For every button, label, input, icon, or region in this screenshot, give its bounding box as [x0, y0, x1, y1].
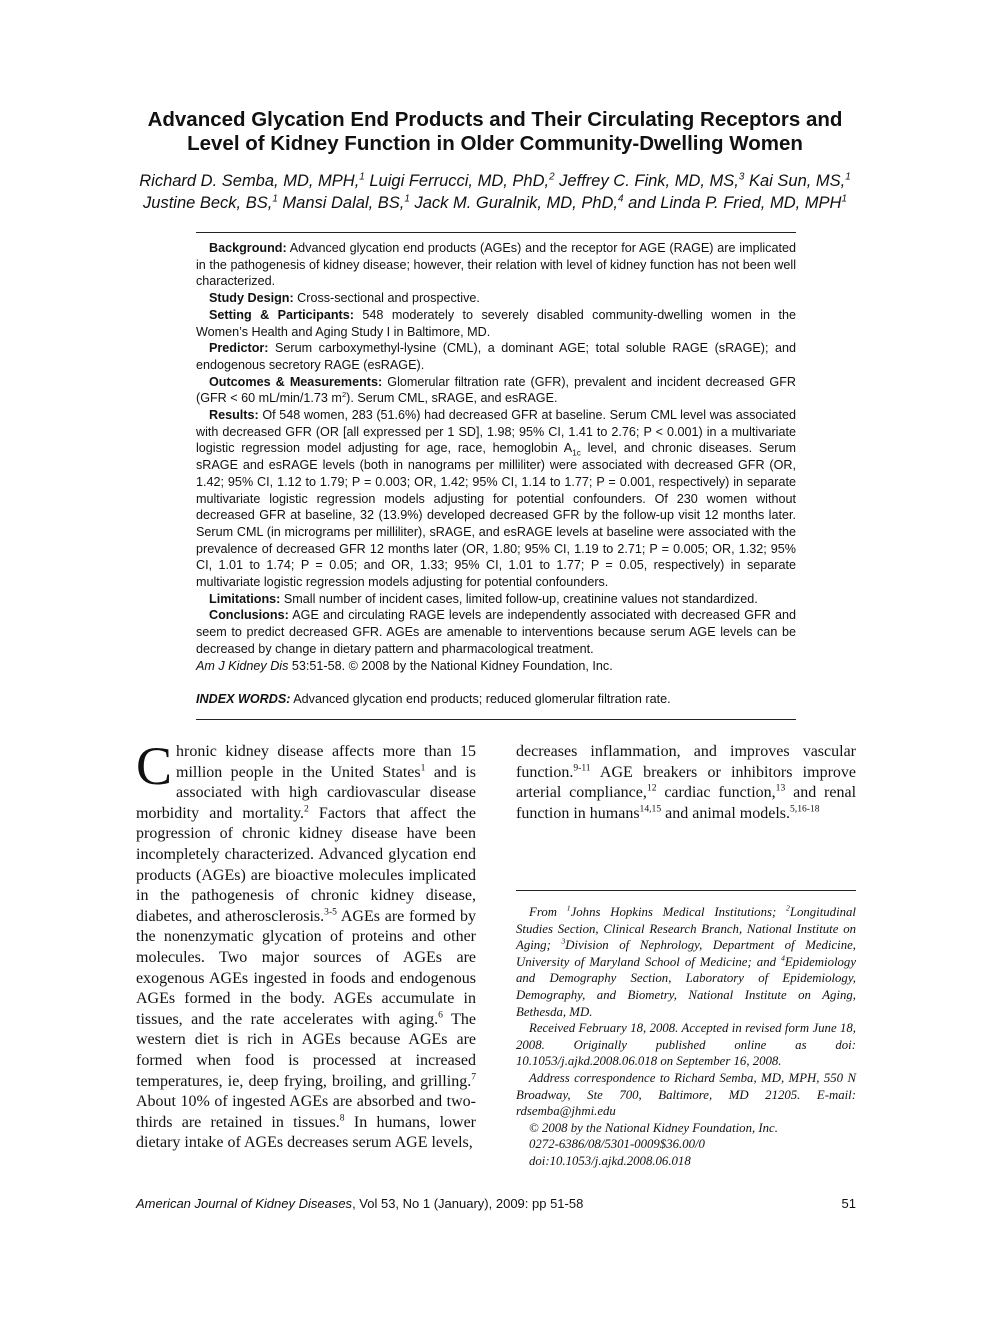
footnote-text: Division of Nephrology, Department of Medicine, University of Maryland School of Medicine; and: [516, 938, 856, 969]
body-text: cardiac function,: [656, 784, 776, 802]
reference-link[interactable]: 9-11: [573, 762, 591, 774]
affiliation-ref: 1: [845, 171, 851, 183]
footnote-issn: 0272-6386/08/5301-0009$36.00/0: [529, 1137, 705, 1152]
affiliation-ref: 3: [738, 171, 745, 183]
index-words-text: Advanced glycation end products; reduced glomerular filtration rate.: [290, 692, 671, 707]
page-number: 51: [841, 1196, 856, 1211]
body-text: About 10% of ingested AGEs are absorbed and two-thirds are retained in tissues.: [136, 1093, 476, 1131]
body-column-right: [516, 742, 856, 824]
footnote-affiliations: [516, 904, 856, 1020]
footnote-rule: [516, 890, 856, 891]
index-words: [196, 691, 796, 708]
section-label: Predictor:: [209, 341, 269, 356]
affiliation-ref: 4: [781, 953, 785, 963]
body-column-left: [136, 736, 477, 1154]
abstract-outcomes: [196, 374, 796, 407]
title-line-2: Level of Kidney Function in Older Community-Dwelling Women: [187, 132, 803, 155]
affiliation-ref: 4: [618, 193, 624, 205]
index-words-label: INDEX WORDS:: [196, 692, 291, 707]
reference-link[interactable]: 3-5: [324, 906, 337, 918]
author-name: and Linda P. Fried, MD, MPH: [623, 194, 842, 212]
superscript: 2: [341, 390, 347, 400]
footnote-doi[interactable]: doi:10.1053/j.ajkd.2008.06.018: [529, 1153, 691, 1168]
footnote-text: Epidemiology and Demography Section, Laboratory of Epidemiology, Demography, and Biometry, National Institute on Aging, Bethesda, MD.: [516, 954, 856, 1019]
footnote-text: Johns Hopkins Medical Institutions;: [570, 905, 787, 919]
reference-link[interactable]: 2: [304, 803, 309, 815]
affiliation-ref: 2: [549, 171, 555, 183]
body-text: In humans, lower dietary intake of AGEs decreases serum AGE levels,: [136, 1113, 477, 1152]
affiliation-ref: 2: [786, 903, 790, 913]
abstract-study-design: [196, 290, 796, 307]
footnote-copyright: © 2008 by the National Kidney Foundation, Inc.: [529, 1120, 778, 1135]
section-label: Study Design:: [209, 291, 294, 306]
author-name: Mansi Dalal, BS,: [277, 194, 405, 212]
affiliation-ref: 3: [561, 936, 566, 946]
affiliation-ref: 1: [566, 903, 571, 913]
footnote-address[interactable]: Address correspondence to Richard Semba, MD, MPH, 550 N Broadway, Ste 700, Baltimore, MD 21205. E-mail: rdsemba@jhmi.edu: [516, 1070, 856, 1119]
reference-link[interactable]: 6: [438, 1009, 443, 1021]
section-text: Cross-sectional and prospective.: [293, 291, 480, 306]
reference-link[interactable]: 14,15: [639, 803, 662, 815]
body-text: and is associated with high cardiovascular disease morbidity and mortality.: [136, 763, 476, 822]
section-label: Conclusions:: [209, 608, 289, 623]
body-text: and renal function in humans: [516, 784, 857, 822]
section-text: 548 moderately to severely disabled community-dwelling women in the Women’s Health and Aging Study I in Baltimore, MD.: [196, 307, 796, 339]
reference-link[interactable]: 1: [420, 762, 426, 774]
body-text: decreases inflammation, and improves vascular function.: [516, 743, 856, 781]
section-text: Glomerular filtration rate (GFR), prevalent and incident decreased GFR (GFR < 60 mL/min/1.73 m: [196, 374, 796, 406]
abstract-top-rule: [196, 232, 796, 233]
author-name: Richard D. Semba, MD, MPH,: [139, 172, 360, 190]
affiliation-ref: 1: [404, 193, 410, 205]
abstract-results: [196, 407, 796, 591]
author-list: [110, 170, 880, 214]
body-text: The western diet is rich in AGEs because AGEs are formed when food is processed at increased temperatures, ie, deep frying, broiling, and grilling.: [136, 1010, 476, 1090]
affiliation-footnote: [516, 904, 856, 1170]
reference-link[interactable]: 8: [339, 1112, 345, 1124]
section-text: Small number of incident cases, limited follow-up, creatinine values not standardized.: [280, 591, 758, 606]
abstract-limitations: [196, 591, 796, 608]
citation-rest: 53:51-58. © 2008 by the National Kidney Foundation, Inc.: [288, 658, 613, 673]
section-text: Of 548 women, 283 (51.6%) had decreased GFR at baseline. Serum CML level was associated with decreased GFR (OR [all expressed per 1 SD], 1.98; 95% CI, 1.41 to 2.76; P < 0.001) in a multivariate logistic regression model adjusting for age, race, hemoglobin A: [196, 408, 796, 456]
title-line-1: Advanced Glycation End Products and Their Circulating Receptors and: [147, 108, 843, 131]
abstract-citation: [196, 658, 796, 675]
footnote-text: Longitudinal Studies Section, Clinical Research Branch, National Institute on Aging;: [516, 905, 856, 953]
section-text: ). Serum CML, sRAGE, and esRAGE.: [346, 391, 558, 406]
affiliation-ref: 1: [272, 193, 278, 205]
affiliation-ref: 1: [359, 171, 365, 183]
affiliation-ref: 1: [841, 193, 847, 205]
section-label: Setting & Participants:: [209, 307, 354, 322]
author-name: Justine Beck, BS,: [143, 194, 273, 212]
footnote-received: Received February 18, 2008. Accepted in revised form June 18, 2008. Originally published online as doi: 10.1053/j.ajkd.2008.06.018 on September 16, 2008.: [516, 1021, 856, 1069]
section-label: Outcomes & Measurements:: [209, 374, 383, 389]
section-text: Advanced glycation end products (AGEs) and the receptor for AGE (RAGE) are implicated in the pathogenesis of kidney disease; however, their relation with level of kidney function has not been well characterized.: [196, 241, 796, 289]
page-footer: [136, 1196, 856, 1211]
section-text: Serum carboxymethyl-lysine (CML), a dominant AGE; total soluble RAGE (sRAGE); and endogenous secretory RAGE (esRAGE).: [196, 341, 796, 372]
footer-journal: American Journal of Kidney Diseases: [136, 1196, 353, 1211]
abstract-background: [196, 240, 796, 290]
article-title: [110, 108, 880, 156]
reference-link[interactable]: 13: [775, 782, 786, 794]
abstract-predictor: [196, 340, 796, 373]
citation-journal: Am J Kidney Dis: [196, 658, 289, 673]
body-text: AGE breakers or inhibitors improve arterial compliance,: [516, 763, 856, 802]
abstract-bottom-rule: [196, 719, 796, 720]
abstract: [196, 240, 796, 708]
section-text: AGE and circulating RAGE levels are independently associated with decreased GFR and seem to predict decreased GFR. AGEs are amenable to interventions because serum AGE levels can be decreased by change in dietary pattern and pharmacological treatment.: [196, 608, 796, 656]
body-text: and animal models.: [661, 804, 790, 822]
body-text: hronic kidney disease affects more than 15 million people in the United States: [176, 743, 476, 781]
abstract-setting: [196, 307, 796, 340]
footnote-text: From: [529, 905, 567, 919]
reference-link[interactable]: 7: [471, 1071, 476, 1083]
footer-details: , Vol 53, No 1 (January), 2009: pp 51-58: [352, 1196, 584, 1211]
author-name: Kai Sun, MS,: [744, 172, 846, 190]
body-text: Factors that affect the progression of chronic kidney disease have been incompletely characterized. Advanced glycation end products (AGEs) are bioactive molecules implicated in the pathogenesis of chronic kidney disease, diabetes, and atherosclerosis.: [136, 804, 476, 925]
section-label: Limitations:: [209, 591, 281, 606]
author-name: Luigi Ferrucci, MD, PhD,: [364, 172, 550, 190]
footer-citation: [136, 1196, 583, 1211]
reference-link[interactable]: 5,16-18: [790, 803, 820, 815]
abstract-conclusions: [196, 607, 796, 657]
reference-link[interactable]: 12: [646, 782, 657, 794]
body-text: AGEs are formed by the nonenzymatic glycation of proteins and other molecules. Two major sources of AGEs are exogenous AGEs ingested in foods and endogenous AGEs formed in the body. AGEs accumulate in tissues, and the rate accelerates with aging.: [136, 907, 476, 1028]
section-label: Results:: [209, 408, 259, 423]
section-text: level, and chronic diseases. Serum sRAGE and esRAGE levels (both in nanograms per milliliter) were associated with decreased GFR (OR, 1.42; 95% CI, 1.12 to 1.79; P = 0.003; OR, 1.42; 95% CI, 1.14 to 1.77; P = 0.001, respectively) in separate multivariate logistic regression models adjusting for potential confounders. Of 230 women without decreased GFR at baseline, 32 (13.9%) developed decreased GFR by the follow-up visit 12 months later. Serum CML (in micrograms per milliliter), sRAGE, and esRAGE levels at baseline were associated with the prevalence of decreased GFR 12 months later (OR, 1.80; 95% CI, 1.19 to 2.71; P = 0.005; OR, 1.32; 95% CI, 1.01 to 1.74; P = 0.05; and OR, 1.33; 95% CI, 1.01 to 1.77; P = 0.05, respectively) in separate multivariate logistic regression models adjusting for potential confounders.: [196, 441, 796, 590]
author-name: Jack M. Guralnik, MD, PhD,: [409, 194, 619, 212]
author-name: Jeffrey C. Fink, MD, MS,: [554, 172, 739, 190]
subscript: 1c: [572, 448, 581, 458]
drop-cap: C: [136, 736, 173, 796]
section-label: Background:: [209, 241, 287, 255]
